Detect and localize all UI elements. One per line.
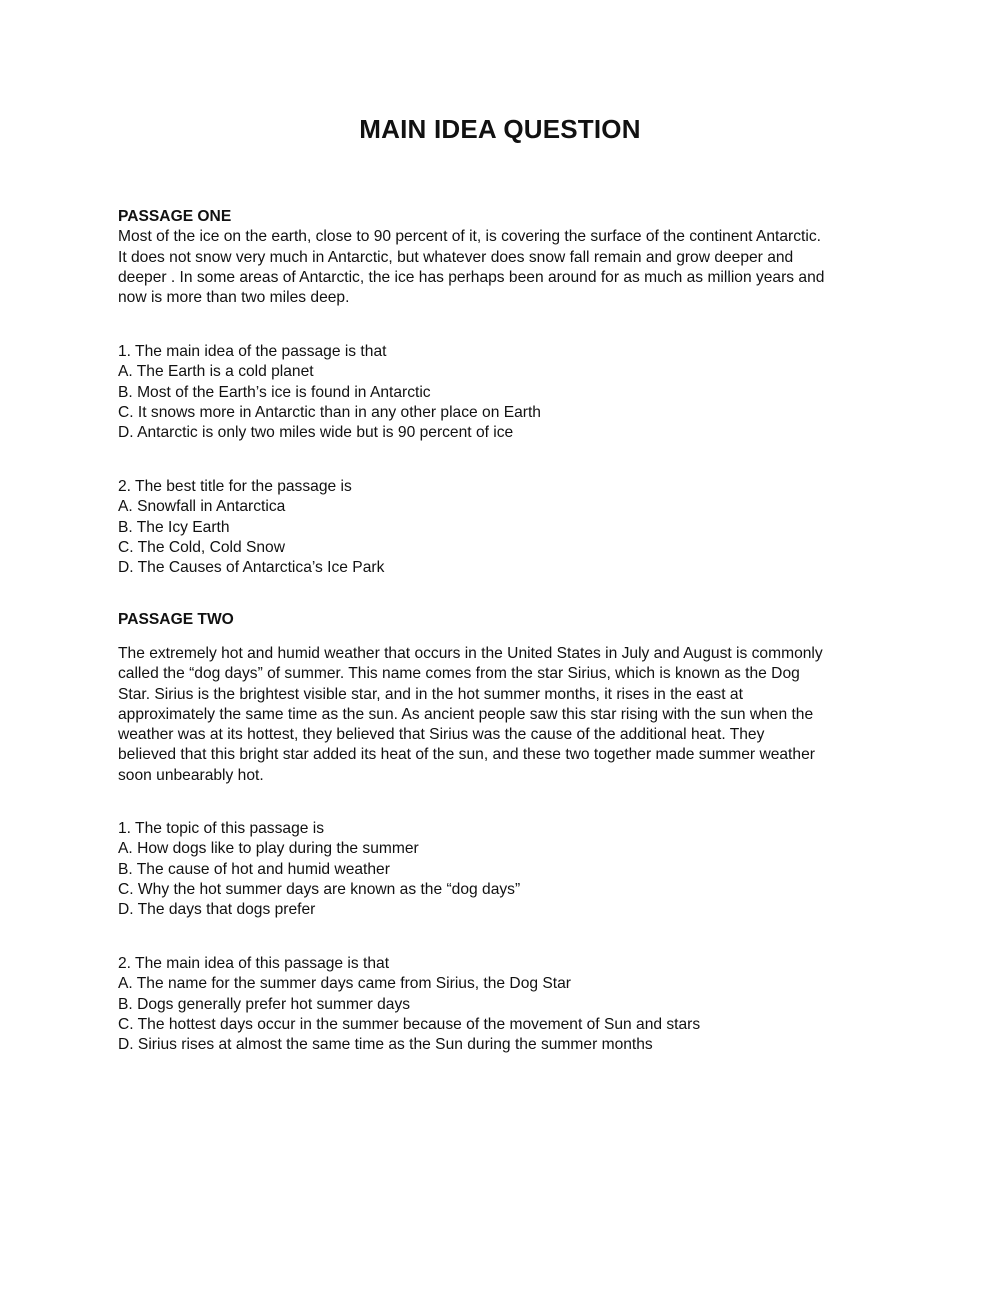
passage-one-heading: PASSAGE ONE: [118, 208, 232, 225]
answer-option: A. The name for the summer days came from Sirius, the Dog Star: [118, 975, 571, 993]
question-stem: 1. The main idea of the passage is that: [118, 343, 387, 360]
passage-one-line: deeper . In some areas of Antarctic, the ice has perhaps been around for as much as million years and: [118, 268, 825, 286]
answer-option: A. Snowfall in Antarctica: [118, 498, 286, 516]
passage-two-line: believed that this bright star added its heat of the sun, and these two together made summer weather: [118, 746, 815, 764]
answer-option: C. The Cold, Cold Snow: [118, 538, 285, 556]
answer-option: B. The Icy Earth: [118, 518, 230, 536]
answer-option: D. The Causes of Antarctica’s Ice Park: [118, 559, 385, 577]
answer-option: C. The hottest days occur in the summer because of the movement of Sun and stars: [118, 1015, 701, 1033]
passage-two-line: soon unbearably hot.: [118, 766, 264, 784]
answer-option: D. Sirius rises at almost the same time as the Sun during the summer months: [118, 1036, 653, 1054]
passage-two-heading: PASSAGE TWO: [118, 611, 234, 628]
passage-two-line: approximately the same time as the sun. As ancient people saw this star rising with the sun when the: [118, 705, 814, 723]
answer-option: C. Why the hot summer days are known as the “dog days”: [118, 880, 521, 898]
question-stem: 2. The best title for the passage is: [118, 478, 352, 495]
answer-option: D. Antarctic is only two miles wide but is 90 percent of ice: [118, 424, 514, 442]
passage-one-line: Most of the ice on the earth, close to 90 percent of it, is covering the surface of the continent Antarctic.: [118, 228, 821, 246]
answer-option: B. Dogs generally prefer hot summer days: [118, 995, 411, 1013]
passage-two-line: Star. Sirius is the brightest visible star, and in the hot summer months, it rises in the east at: [118, 685, 743, 703]
question-stem: 2. The main idea of this passage is that: [118, 955, 390, 972]
answer-option: B. The cause of hot and humid weather: [118, 860, 390, 878]
question-stem: 1. The topic of this passage is: [118, 820, 325, 837]
passage-two-question-2: [118, 954, 878, 1055]
answer-option: B. Most of the Earth’s ice is found in Antarctic: [118, 383, 431, 401]
passage-two-question-1: [118, 819, 878, 920]
answer-option: C. It snows more in Antarctic than in any other place on Earth: [118, 403, 541, 421]
passage-two-line: called the “dog days” of summer. This name comes from the star Sirius, which is known as the Dog: [118, 665, 800, 683]
passage-one: [118, 207, 878, 308]
answer-option: D. The days that dogs prefer: [118, 901, 316, 919]
answer-option: A. The Earth is a cold planet: [118, 363, 314, 381]
passage-two-heading-block: [118, 610, 878, 630]
passage-two: [118, 644, 878, 786]
answer-option: A. How dogs like to play during the summer: [118, 840, 419, 858]
passage-one-line: It does not snow very much in Antarctic, but whatever does snow fall remain and grow deeper and: [118, 248, 794, 266]
passage-two-line: The extremely hot and humid weather that occurs in the United States in July and August is commonly: [118, 645, 823, 662]
passage-two-line: weather was at its hottest, they believed that Sirius was the cause of the additional heat. They: [118, 726, 765, 744]
passage-one-question-2: [118, 477, 878, 578]
page-title: MAIN IDEA QUESTION: [359, 114, 641, 144]
passage-one-line: now is more than two miles deep.: [118, 289, 350, 307]
passage-one-question-1: [118, 342, 878, 443]
